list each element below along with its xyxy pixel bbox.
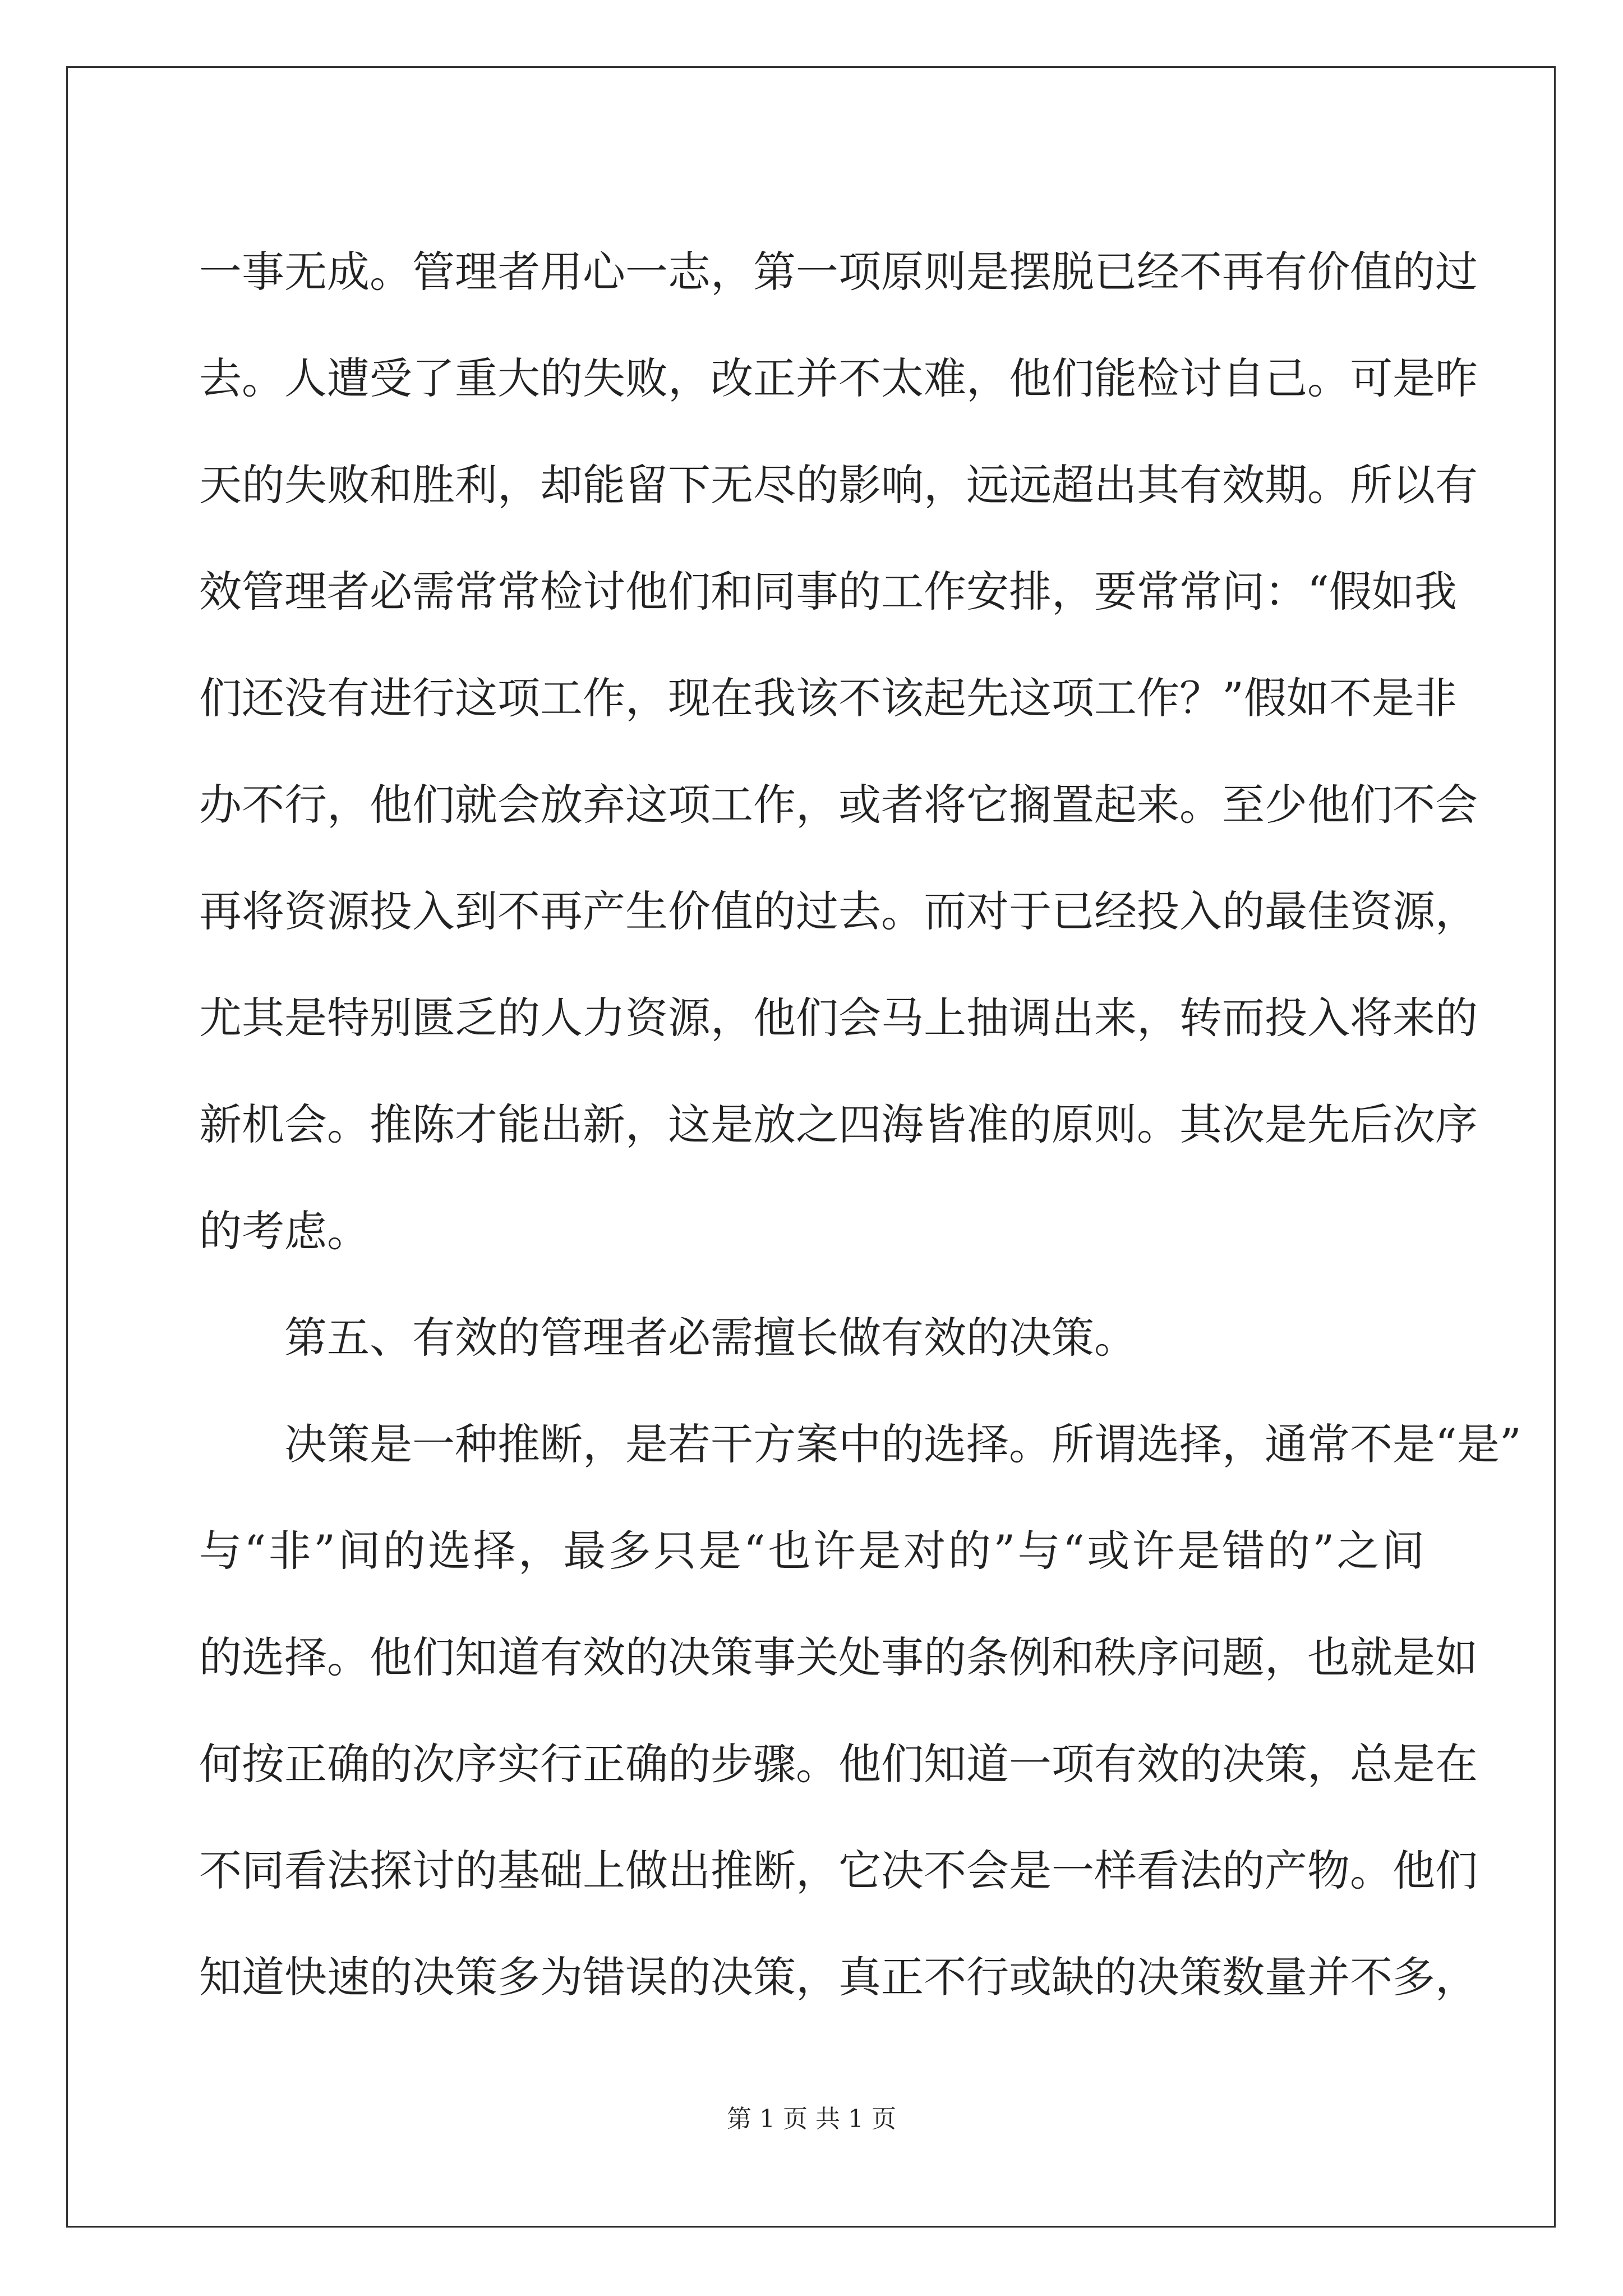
text-line: 们还没有进行这项工作，现在我该不该起先这项工作？”假如不是非 xyxy=(199,673,1457,723)
text-line: 不同看法探讨的基础上做出推断，它决不会是一样看法的产物。他们 xyxy=(199,1846,1478,1895)
page-number: 第 1 页 共 1 页 xyxy=(727,2105,896,2133)
document-body xyxy=(199,219,1521,2031)
text-line: 去。人遭受了重大的失败，改正并不太难，他们能检讨自己。可是昨 xyxy=(199,353,1478,403)
text-line: 的选择。他们知道有效的决策事关处事的条例和秩序问题，也就是如 xyxy=(199,1632,1478,1682)
text-line: 决策是一种推断，是若干方案中的选择。所谓选择，通常不是“是” xyxy=(284,1419,1521,1469)
text-line: 天的失败和胜利，却能留下无尽的影响，远远超出其有效期。所以有 xyxy=(199,460,1478,510)
text-line: 办不行，他们就会放弃这项工作，或者将它搁置起来。至少他们不会 xyxy=(199,780,1478,830)
text-line: 知道快速的决策多为错误的决策，真正不行或缺的决策数量并不多， xyxy=(199,1952,1478,2002)
text-line: 一事无成。管理者用心一志，第一项原则是摆脱已经不再有价值的过 xyxy=(199,247,1478,297)
text-line: 尤其是特别匮乏的人力资源，他们会马上抽调出来，转而投入将来的 xyxy=(199,993,1478,1043)
text-line: 何按正确的次序实行正确的步骤。他们知道一项有效的决策，总是在 xyxy=(199,1739,1478,1789)
text-line: 效管理者必需常常检讨他们和同事的工作安排，要常常问：“假如我 xyxy=(199,567,1457,616)
text-line: 的考虑。 xyxy=(199,1206,370,1256)
section-heading: 第五、有效的管理者必需擅长做有效的决策。 xyxy=(284,1313,1137,1363)
text-line: 与“非”间的选择，最多只是“也许是对的”与“或许是错的”之间 xyxy=(199,1526,1424,1576)
text-line: 再将资源投入到不再产生价值的过去。而对于已经投入的最佳资源， xyxy=(199,886,1478,936)
text-line: 新机会。推陈才能出新，这是放之四海皆准的原则。其次是先后次序 xyxy=(199,1099,1478,1149)
